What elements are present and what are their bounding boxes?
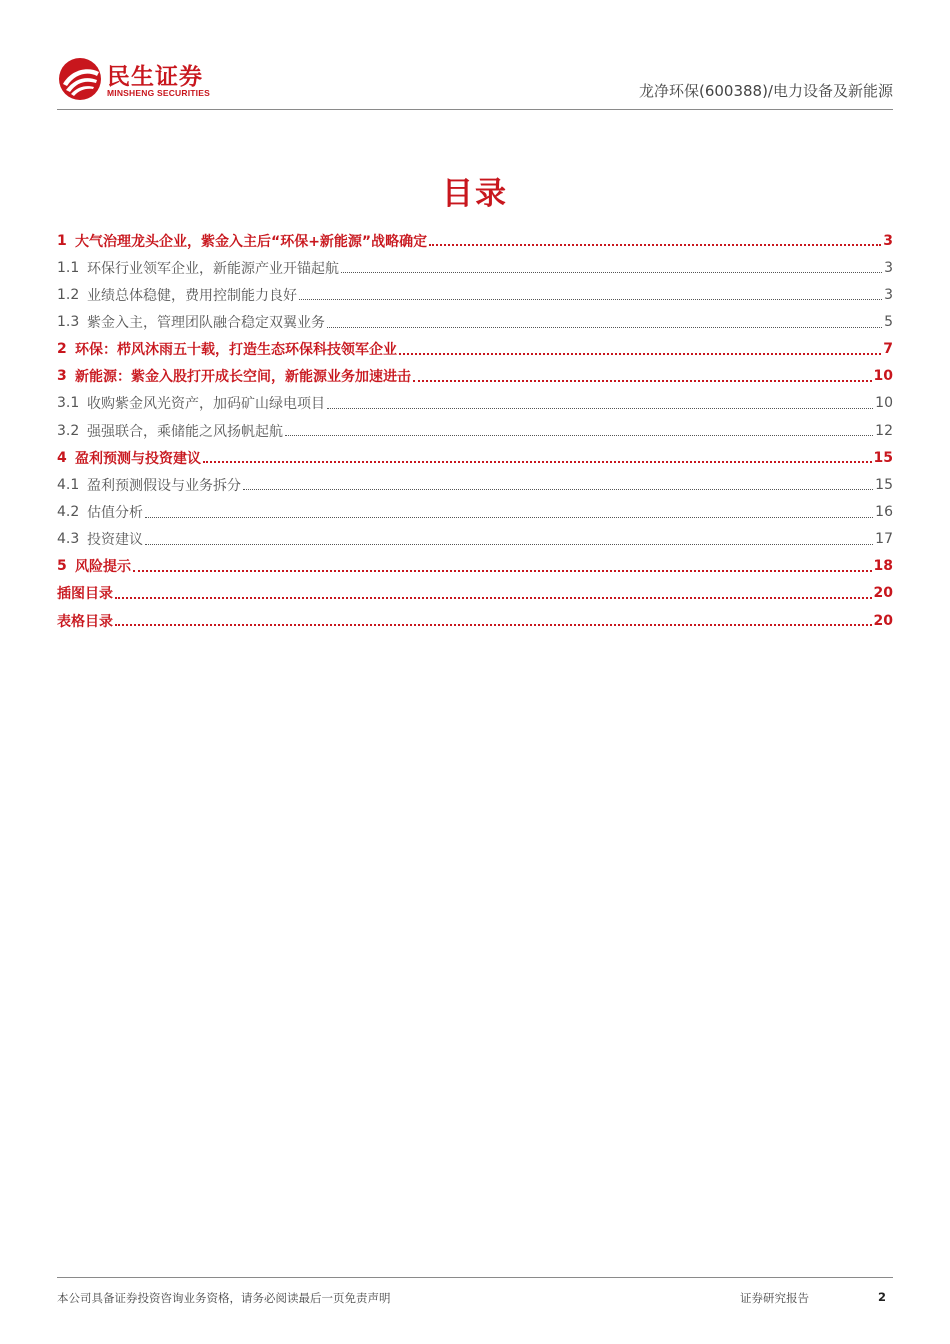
minsheng-logo-icon xyxy=(57,56,103,102)
toc-entry-title: 环保：栉风沐雨五十载，打造生态环保科技领军企业 xyxy=(75,342,397,359)
toc-entry[interactable] xyxy=(57,308,893,335)
logo-chinese-name: 民生证券 xyxy=(107,64,203,90)
toc-entry[interactable] xyxy=(57,607,893,634)
toc-entry[interactable] xyxy=(57,390,893,417)
toc-dot-leader xyxy=(115,596,872,599)
toc-entry-page: 20 xyxy=(873,585,893,602)
toc-dot-leader xyxy=(145,516,873,518)
toc-entry[interactable] xyxy=(57,227,893,254)
toc-entry-title: 盈利预测假设与业务拆分 xyxy=(87,477,241,494)
toc-entry[interactable] xyxy=(57,553,893,580)
toc-entry-number: 4.1 xyxy=(57,476,80,493)
toc-entry-title: 投资建议 xyxy=(87,532,143,549)
toc-entry-number: 1 xyxy=(57,232,67,249)
toc-entry-page: 10 xyxy=(875,395,893,412)
toc-entry-title: 大气治理龙头企业，紫金入主后“环保+新能源”战略确定 xyxy=(75,233,428,250)
toc-entry[interactable] xyxy=(57,444,893,471)
footer-doc-type: 证券研究报告 xyxy=(740,1291,809,1305)
toc-entry[interactable] xyxy=(57,498,893,525)
footer-divider xyxy=(57,1277,893,1278)
toc-dot-leader xyxy=(145,543,873,545)
toc-entry-number: 4.3 xyxy=(57,531,80,548)
footer-disclaimer: 本公司具备证券投资咨询业务资格，请务必阅读最后一页免责声明 xyxy=(57,1291,391,1305)
toc-entry-page: 3 xyxy=(883,232,893,249)
toc-entry-number: 3.1 xyxy=(57,395,80,412)
toc-dot-leader xyxy=(341,271,882,273)
toc-entry[interactable] xyxy=(57,281,893,308)
toc-entry-page: 17 xyxy=(875,531,893,548)
toc-entry[interactable] xyxy=(57,336,893,363)
toc-entry-title: 表格目录 xyxy=(57,613,113,630)
header-divider xyxy=(57,109,893,110)
toc-entry-title: 风险提示 xyxy=(75,559,131,576)
toc-entry[interactable] xyxy=(57,363,893,390)
toc-dot-leader xyxy=(413,379,872,382)
toc-entry-number: 4 xyxy=(57,449,67,466)
toc-entry-title: 插图目录 xyxy=(57,586,113,603)
toc-title: 目录 xyxy=(442,176,508,212)
toc-entry-title: 收购紫金风光资产，加码矿山绿电项目 xyxy=(87,396,325,413)
toc-entry-page: 16 xyxy=(875,503,893,520)
toc-dot-leader xyxy=(115,623,872,626)
toc-entry-page: 12 xyxy=(875,422,893,439)
toc-dot-leader xyxy=(399,352,881,355)
toc-entry-page: 5 xyxy=(884,313,893,330)
toc-entry[interactable] xyxy=(57,417,893,444)
toc-entry-number: 3.2 xyxy=(57,422,80,439)
toc-entry-title: 新能源：紫金入股打开成长空间，新能源业务加速进击 xyxy=(75,369,411,386)
toc-entry-title: 环保行业领军企业，新能源产业开锚起航 xyxy=(87,260,339,277)
toc-entry[interactable] xyxy=(57,254,893,281)
toc-entry-number: 1.3 xyxy=(57,313,80,330)
toc-entry[interactable] xyxy=(57,580,893,607)
toc-dot-leader xyxy=(243,488,873,490)
toc-entry-page: 3 xyxy=(884,286,893,303)
page-header xyxy=(57,52,893,110)
toc-entry-page: 18 xyxy=(873,558,893,575)
toc-dot-leader xyxy=(133,569,872,572)
toc-dot-leader xyxy=(429,243,881,246)
toc-entry-number: 3 xyxy=(57,368,67,385)
minsheng-logo xyxy=(57,56,237,104)
report-subject: 龙净环保(600388)/电力设备及新能源 xyxy=(638,82,893,100)
toc-dot-leader xyxy=(299,298,882,300)
toc-entry-page: 15 xyxy=(875,476,893,493)
toc-dot-leader xyxy=(327,326,882,328)
toc-entry-page: 10 xyxy=(873,368,893,385)
table-of-contents xyxy=(57,227,893,634)
toc-dot-leader xyxy=(327,407,873,409)
toc-entry-title: 估值分析 xyxy=(87,504,143,521)
toc-entry-number: 1.1 xyxy=(57,259,80,276)
toc-entry-title: 紫金入主，管理团队融合稳定双翼业务 xyxy=(87,314,325,331)
toc-entry-page: 15 xyxy=(873,449,893,466)
toc-entry-number: 4.2 xyxy=(57,503,80,520)
toc-entry-title: 业绩总体稳健，费用控制能力良好 xyxy=(87,287,297,304)
toc-entry-number: 5 xyxy=(57,558,67,575)
toc-entry[interactable] xyxy=(57,471,893,498)
toc-entry-number: 1.2 xyxy=(57,286,80,303)
toc-entry-title: 盈利预测与投资建议 xyxy=(75,450,201,467)
logo-english-name: MINSHENG SECURITIES xyxy=(107,88,210,98)
toc-entry-title: 强强联合，乘储能之风扬帆起航 xyxy=(87,423,283,440)
toc-dot-leader xyxy=(285,434,873,436)
toc-entry-page: 20 xyxy=(873,612,893,629)
toc-entry-number: 2 xyxy=(57,341,67,358)
toc-dot-leader xyxy=(203,460,872,463)
toc-entry-page: 3 xyxy=(884,259,893,276)
footer-page-number: 2 xyxy=(877,1290,886,1304)
toc-entry-page: 7 xyxy=(883,341,893,358)
toc-entry[interactable] xyxy=(57,526,893,553)
